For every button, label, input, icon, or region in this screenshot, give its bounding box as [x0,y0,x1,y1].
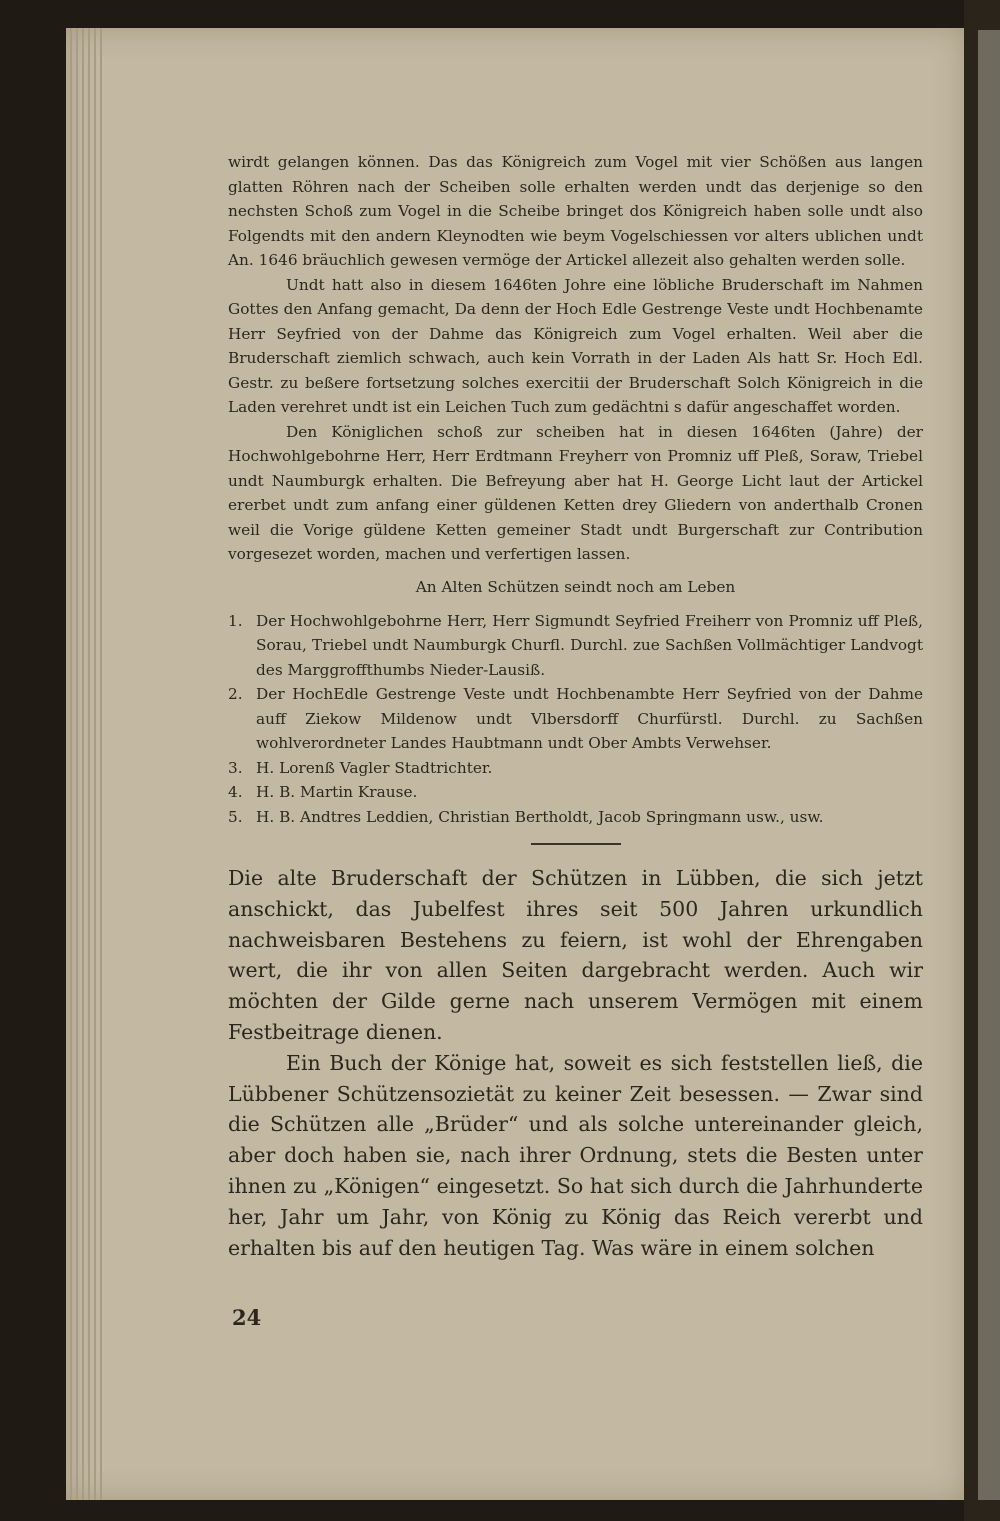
list-heading: An Alten Schützen seindt noch am Leben [415,577,736,596]
modern-paragraph-2: Ein Buch der Könige hat, soweit es sich feststellen ließ, die Lübbener Schützensozietät zu keiner Zeit besessen. — Zwar sind die Schützen alle „Brüder“ und als solche untereinander gleich, aber doch haben sie, nach ihrer Ordnung, stets die Besten unter ihnen zu „Königen“ eingesetzt. So hat sich durch die Jahrhunderte her, Jahr um Jahr, von König zu König das Reich vererbt und erhalten bis auf den heutigen Tag. Was wäre in einem solchen [228,1050,923,1260]
list-text: H. Lorenß Vagler Stadtrichter. [256,758,493,777]
list-text: Der HochEdle Gestrenge Veste undt Hochbenambte Herr Seyfried von der Dahme auff Ziekow Mildenow undt Vlbersdorff Churfürstl. Durchl. zu Sachßen wohlverordneter Landes Haubtmann undt Ober Ambts Verwehser. [256,685,923,752]
old-paragraph-2: Undt hatt also in diesem 1646ten Johre eine löbliche Bruderschaft im Nahmen Gottes den Anfang gemacht, Da denn der Hoch Edle Gestrenge Veste undt Hochbenamte Herr Seyfried von der Dahme das Königreich zum Vogel erhalten. Weil aber die Bruderschaft ziemlich schwach, auch kein Vorrath in der Laden Als hatt Sr. Hoch Edl. Gestr. zu beßere fortsetzung solches exercitii der Bruderschaft Solch Königreich in die Laden verehret undt ist ein Leichen Tuch zum gedächtni s dafür angeschaffet worden. [228,275,923,416]
spine-strip [978,30,1000,1500]
list-text: Der Hochwohlgebohrne Herr, Herr Sigmundt Seyfried Freiherr von Promniz uff Pleß, Sorau, Triebel undt Naumburgk Churfl. Durchl. zue Sachßen Vollmächtiger Landvogt des Marggroffthumbs Nieder-Lausiß. [256,611,923,679]
page-edge [88,28,90,1500]
list-number: 3. [228,758,243,777]
old-paragraph-3: Den Königlichen schoß zur scheiben hat in diesen 1646ten (Jahre) der Hochwohlgebohrne Herr, Herr Erdtmann Freyherr von Promniz uff Pleß, Soraw, Triebel undt Naumburgk erhalten. Die Befreyung aber hat H. George Licht laut der Artickel ererbet undt zum anfang einer güldenen Ketten drey Gliedern von anderthalb Cronen weil die Vorige güldene Ketten gemeiner Stadt undt Burgerschaft zur Contribution vorgesezet worden, machen und verfertigen lassen. [228,422,923,563]
page-edge [70,28,72,1500]
list-item [228,780,923,805]
list-text: H. B. Andtres Leddien, Christian Bertholdt, Jacob Springmann usw., usw. [256,807,824,826]
elder-list [228,609,923,830]
list-item [228,609,923,683]
modern-paragraph-1: Die alte Bruderschaft der Schützen in Lübben, die sich jetzt anschickt, das Jubelfest ihres seit 500 Jahren urkundlich nachweisbaren Bestehens zu feiern, ist wohl der Ehrengaben wert, die ihr von allen Seiten dargebracht werden. Auch wir möchten der Gilde gerne nach unserem Vermögen mit einem Festbeitrage dienen. [228,866,923,1044]
page-edge [82,28,84,1500]
list-number: 1. [228,611,243,630]
page-edge [100,28,102,1500]
list-number: 2. [228,685,243,703]
list-text: H. B. Martin Krause. [256,783,418,801]
list-number: 5. [228,807,243,826]
section-divider [531,843,621,845]
list-item [228,805,923,830]
page-content [228,150,923,1263]
old-paragraph-1: wirdt gelangen können. Das das Königreich zum Vogel mit vier Schößen aus langen glatten Röhren nach der Scheiben solle erhalten werden undt das derjenige so den nechsten Schoß zum Vogel in die Scheibe bringet dos Königreich haben solle undt also Folgendts mit den andern Kleynodten wie beym Vogelschiessen vor alters ublichen undt An. 1646 bräuchlich gewesen vermöge der Artickel allezeit also gehalten werden solle. [228,153,923,269]
list-number: 4. [228,783,243,801]
page-edge [94,28,96,1500]
page-edge [76,28,78,1500]
page-number: 24 [232,1305,262,1330]
list-item [228,682,923,756]
list-item [228,756,923,781]
